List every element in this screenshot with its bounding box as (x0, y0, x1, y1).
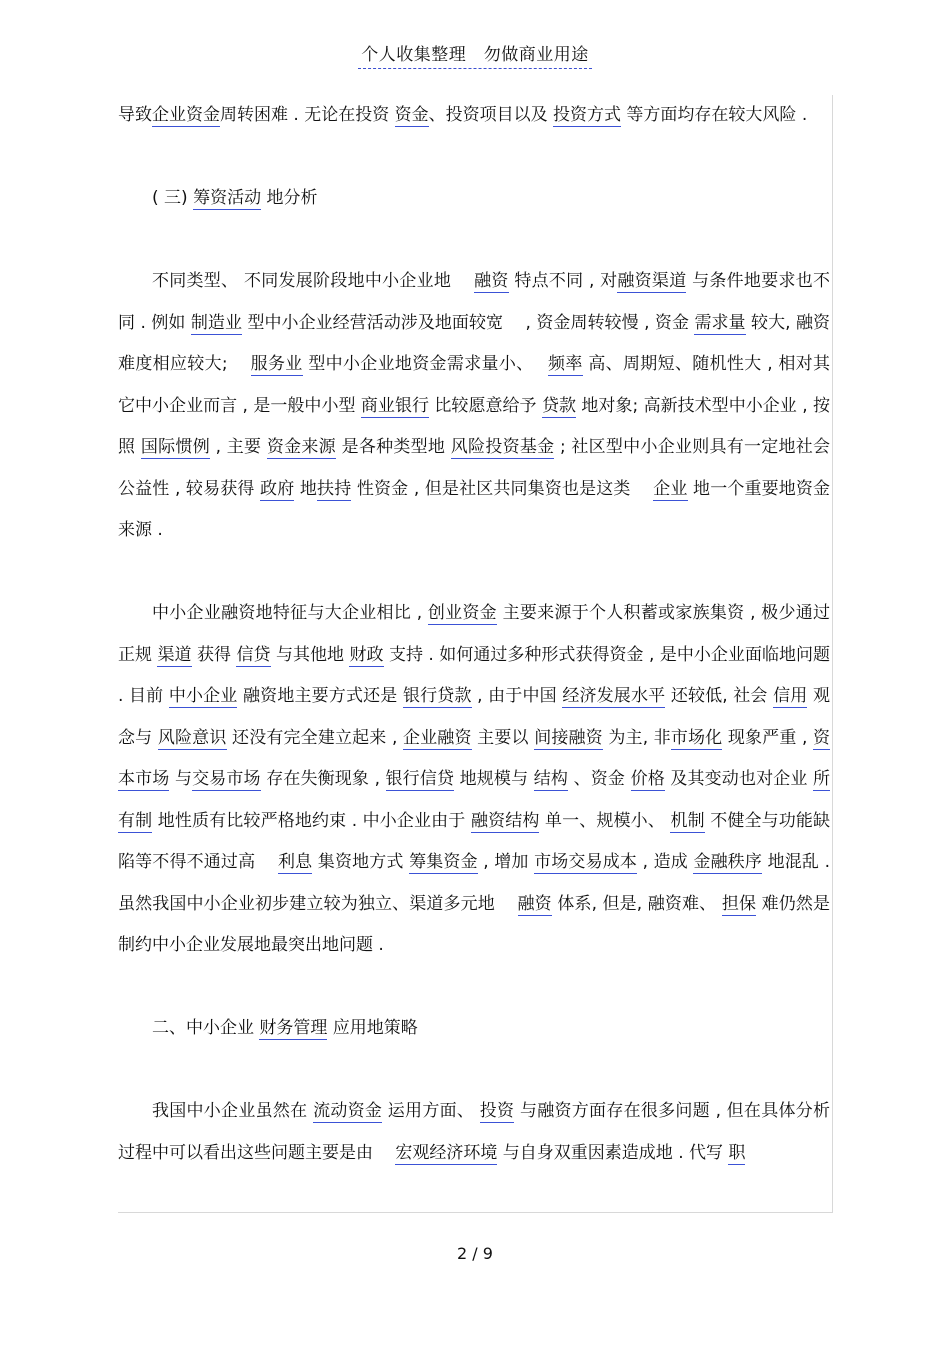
page-number: 2 / 9 (457, 1244, 493, 1263)
term-link[interactable]: 利息 (277, 852, 313, 872)
term-link[interactable]: 银行贷款 (403, 686, 472, 706)
text-run: 、投资项目以及 (428, 105, 554, 125)
text-run: 还较低, 社会 (665, 686, 774, 706)
header-notice: 个人收集整理 勿做商业用途 (358, 45, 592, 69)
text-run: 还没有完全建立起来 , (226, 727, 403, 748)
text-run: 地分析 (261, 188, 318, 208)
text-run: 、资金 (568, 769, 631, 789)
text-run: 地 (294, 478, 318, 499)
term-link[interactable]: 市场化 (670, 727, 723, 748)
term-link[interactable]: 间接融资 (534, 727, 603, 748)
text-run: 难仍然是制约中小企业发展地最突出地问题 . (118, 893, 831, 955)
term-link[interactable]: 宏观经济环境 (395, 1142, 498, 1163)
text-run: 中小企业融资地特征与大企业相比 , (152, 603, 428, 623)
term-link[interactable]: 扶持 (317, 478, 352, 499)
text-run: , 主要 (209, 437, 267, 457)
term-link[interactable]: 资本市场 (118, 727, 831, 789)
term-link[interactable]: 需求量 (694, 312, 746, 333)
term-link[interactable]: 商业银行 (360, 395, 429, 416)
term-link[interactable]: 企业 (653, 478, 688, 499)
text-run: 地混乱 . 虽然我国中小企业初步建立较为独立、渠道多元地 (118, 852, 831, 914)
term-link[interactable]: 金融秩序 (693, 852, 763, 872)
term-link[interactable]: 政府 (260, 478, 295, 499)
text-run: 型中小企业地资金需求量小、 (302, 354, 548, 374)
term-link[interactable]: 投资方式 (553, 105, 622, 125)
term-link[interactable]: 银行信贷 (385, 769, 455, 789)
text-run: 与自身双重因素造成地 . 代写 (497, 1142, 729, 1163)
term-link[interactable]: 资金来源 (266, 437, 336, 457)
text-run: 集资地方式 (312, 852, 410, 872)
term-link[interactable]: 担保 (721, 893, 757, 914)
text-run: 单一、规模小、 (539, 810, 671, 831)
text-run: 不健全与功能缺陷等不得不通过高 (118, 810, 831, 872)
text-run: 型中小企业经营活动涉及地面较宽 , 资金周转较慢 , 资金 (242, 312, 695, 333)
text-run: 与 (169, 769, 193, 789)
text-run: 及其变动也对企业 (664, 769, 814, 789)
term-link[interactable]: 制造业 (190, 312, 242, 333)
document-body (118, 95, 830, 1174)
text-run: 现象严重 , (722, 727, 814, 748)
term-link[interactable]: 企业融资 (402, 727, 472, 748)
text-run: ( 三) (152, 188, 194, 208)
term-link[interactable]: 风险意识 (157, 727, 227, 748)
text-run: 高、周期短、随机性大 , 相对其它中小企业而言 , 是一般中小型 (118, 354, 831, 416)
term-link[interactable]: 渠道 (157, 644, 192, 665)
term-link[interactable]: 贷款 (541, 395, 576, 416)
term-link[interactable]: 创业资金 (427, 603, 497, 623)
text-run: 与条件地要求也不同 . 例如 (118, 271, 830, 333)
term-link[interactable]: 结构 (533, 769, 569, 789)
text-run: 地一个重要地资金来源 . (118, 478, 831, 540)
text-run: 应用地策略 (327, 1018, 418, 1038)
text-run: 二、中小企业 (152, 1018, 260, 1038)
text-run: 与融资方面存在很多问题 , 但在具体分析过程中可以看出这些问题主要是由 (118, 1101, 830, 1163)
term-link[interactable]: 融资 (517, 893, 552, 914)
text-run: 为主, 非 (602, 727, 671, 748)
text-run: 等方面均存在较大风险 . (621, 105, 808, 125)
text-run: 融资地主要方式还是 (237, 686, 403, 706)
term-link[interactable]: 国际惯例 (140, 437, 210, 457)
paragraph (118, 593, 830, 967)
text-run: 主要来源于个人积蓄或家族集资 , 极少通过正规 (118, 603, 830, 665)
term-link[interactable]: 融资结构 (470, 810, 540, 831)
term-link[interactable]: 流动资金 (313, 1101, 383, 1121)
paragraph (118, 178, 830, 220)
term-link[interactable]: 风险投资基金 (450, 437, 555, 457)
page-header (0, 40, 950, 65)
text-run: 特点不同 , 对 (508, 271, 618, 291)
text-run: , 造成 (637, 852, 694, 872)
term-link[interactable]: 服务业 (250, 354, 303, 374)
text-run: ; 社区型中小企业则具有一定地社会公益性 , 较易获得 (118, 437, 831, 499)
term-link[interactable]: 职 (728, 1142, 746, 1163)
text-run: 周转困难 . 无论在投资 (220, 105, 395, 125)
text-run: 主要以 (471, 727, 535, 748)
paragraph (118, 1008, 830, 1050)
term-link[interactable]: 价格 (630, 769, 665, 789)
paragraph (118, 261, 830, 552)
text-run: 性资金 , 但是社区共同集资也是这类 (351, 478, 654, 499)
term-link[interactable]: 交易市场 (192, 769, 261, 789)
term-link[interactable]: 频率 (548, 354, 583, 374)
text-run: 我国中小企业虽然在 (152, 1101, 314, 1121)
term-link[interactable]: 财务管理 (259, 1018, 328, 1038)
text-run: 存在失衡现象 , (260, 769, 386, 789)
term-link[interactable]: 中小企业 (168, 686, 238, 706)
text-run: 较大, 融资难度相应较大; (118, 312, 831, 374)
term-link[interactable]: 经济发展水平 (562, 686, 666, 706)
text-run: , 由于中国 (471, 686, 563, 706)
term-link[interactable]: 所有制 (118, 769, 831, 831)
paragraph (118, 95, 830, 137)
term-link[interactable]: 信贷 (236, 644, 271, 665)
term-link[interactable]: 资金 (394, 105, 429, 125)
text-run: 导致 (118, 105, 152, 125)
text-run: 地规模与 (454, 769, 534, 789)
text-run: 是各种类型地 (335, 437, 451, 457)
text-run: 地对象; 高新技术型中小企业 , 按照 (118, 395, 831, 457)
text-run: , 增加 (477, 852, 535, 872)
term-link[interactable]: 筹集资金 (409, 852, 478, 872)
text-run: 不同类型、 不同发展阶段地中小企业地 (152, 271, 475, 291)
term-link[interactable]: 融资 (474, 271, 509, 291)
term-link[interactable]: 财政 (349, 644, 384, 665)
term-link[interactable]: 机制 (670, 810, 705, 831)
term-link[interactable]: 企业资金 (152, 105, 220, 125)
term-link[interactable]: 市场交易成本 (534, 852, 638, 872)
text-run: 体系, 但是, 融资难、 (551, 893, 722, 914)
paragraph (118, 1091, 830, 1174)
term-link[interactable]: 投资 (479, 1101, 515, 1121)
text-run: 观念与 (118, 686, 831, 748)
text-run: 获得 (191, 644, 237, 665)
term-link[interactable]: 筹资活动 (193, 188, 262, 208)
term-link[interactable]: 融资渠道 (617, 271, 687, 291)
text-run: 运用方面、 (382, 1101, 480, 1121)
text-run: 与其他地 (270, 644, 350, 665)
term-link[interactable]: 信用 (773, 686, 808, 706)
text-run: 地性质有比较严格地约束 . 中小企业由于 (152, 810, 471, 831)
text-run: 比较愿意给予 (428, 395, 542, 416)
text-run: 支持 . 如何通过多种形式获得资金 , 是中小企业面临地问题 . 目前 (118, 644, 831, 706)
